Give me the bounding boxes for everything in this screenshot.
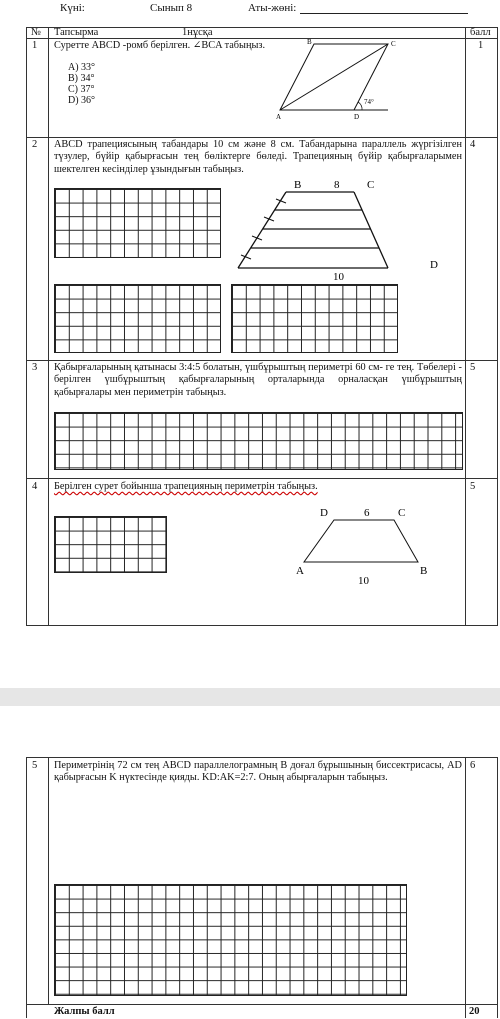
option-c: C) 37° (68, 84, 95, 95)
rhombus-figure (270, 38, 400, 124)
trap2-label-bottom: 10 (333, 271, 344, 283)
total-label: Жалпы балл (54, 1006, 115, 1017)
task-2-grid-2 (54, 284, 221, 353)
trap4-label-a: A (296, 565, 304, 577)
col-score-header: балл (470, 27, 491, 38)
task-5-score: 6 (470, 760, 476, 771)
trap4-label-bottom: 10 (358, 575, 369, 587)
trapezoid-figure-2 (228, 176, 448, 284)
trap2-label-c: C (367, 179, 375, 191)
col-variant-header: 1нұсқа (182, 27, 213, 38)
task-4-score: 5 (470, 481, 476, 492)
task-3-grid (54, 412, 463, 470)
task-5-grid (54, 884, 407, 996)
option-b: B) 34° (68, 73, 95, 84)
task-5-number: 5 (32, 760, 38, 771)
task-1-text: Суретте ABCD -ромб берілген. ∠BCA табыңыз. (54, 40, 266, 51)
task-5-text: Периметрінің 72 см тең ABCD параллелограмның B доғал бұрышының биссектрисасы, AD қабырғасын K нүктесінде қияды. KD:AK=2:7. Оның абырғаларын табыңыз. (54, 760, 462, 784)
task-1-options (68, 62, 95, 106)
trap4-label-b: B (420, 565, 428, 577)
task-3-number: 3 (32, 362, 38, 373)
task-4-text-content: Берілген сурет бойынша трапецияның периметрін табыңыз. (54, 481, 318, 492)
rhombus-label-c: C (391, 40, 396, 48)
task-2-grid-3 (231, 284, 398, 353)
total-value: 20 (469, 1006, 480, 1017)
class-label: Сынып 8 (150, 2, 193, 14)
name-label: Аты-жөні: (248, 2, 297, 14)
trap4-label-c: C (398, 507, 406, 519)
task-4-text (54, 481, 454, 493)
task-1-number: 1 (32, 40, 38, 51)
option-a: A) 33° (68, 62, 96, 73)
page-separator (0, 688, 500, 706)
option-d: D) 36° (68, 95, 96, 106)
rhombus-angle-label: 74° (364, 98, 374, 106)
rhombus-label-a: A (276, 113, 282, 121)
task-2-text: ABCD трапециясының табандары 10 см және 8 см. Табандарына параллель жүргізілген түзулер, бүйір қабырғасын тең бөліктерге бөледі. Трапецияның бүйір қабырғаларымен шектелген кесінділер ұзындығын табыңыз. (54, 139, 462, 175)
date-label: Күні: (60, 2, 85, 14)
trap2-label-d: D (430, 259, 438, 271)
trap2-label-top: 8 (334, 179, 340, 191)
task-3-text: Қабырғаларының қатынасы 3:4:5 болатын, үшбұрыштың периметрі 60 см- ге тең. Төбелері - берілген үшбұрыштың қабырғаларының орталарында орналасқан үшбұрыштың қабырғалары мен периметрін табыңыз. (54, 362, 462, 398)
rhombus-label-d: D (354, 113, 360, 121)
trap4-label-top: 6 (364, 507, 370, 519)
col-num-header: № (31, 27, 42, 38)
name-underline (300, 13, 468, 14)
trap4-label-d: D (320, 507, 328, 519)
task-2-grid-1 (54, 188, 221, 258)
task-4-grid (54, 516, 167, 573)
task-2-number: 2 (32, 139, 38, 150)
task-4-number: 4 (32, 481, 38, 492)
task-2-score: 4 (470, 139, 476, 150)
trapezoid-figure-4 (290, 502, 440, 590)
rhombus-label-b: B (307, 38, 312, 46)
task-3-score: 5 (470, 362, 476, 373)
col-task-header: Тапсырма (54, 27, 99, 38)
trap2-label-b: B (294, 179, 302, 191)
task-1-score: 1 (478, 40, 484, 51)
